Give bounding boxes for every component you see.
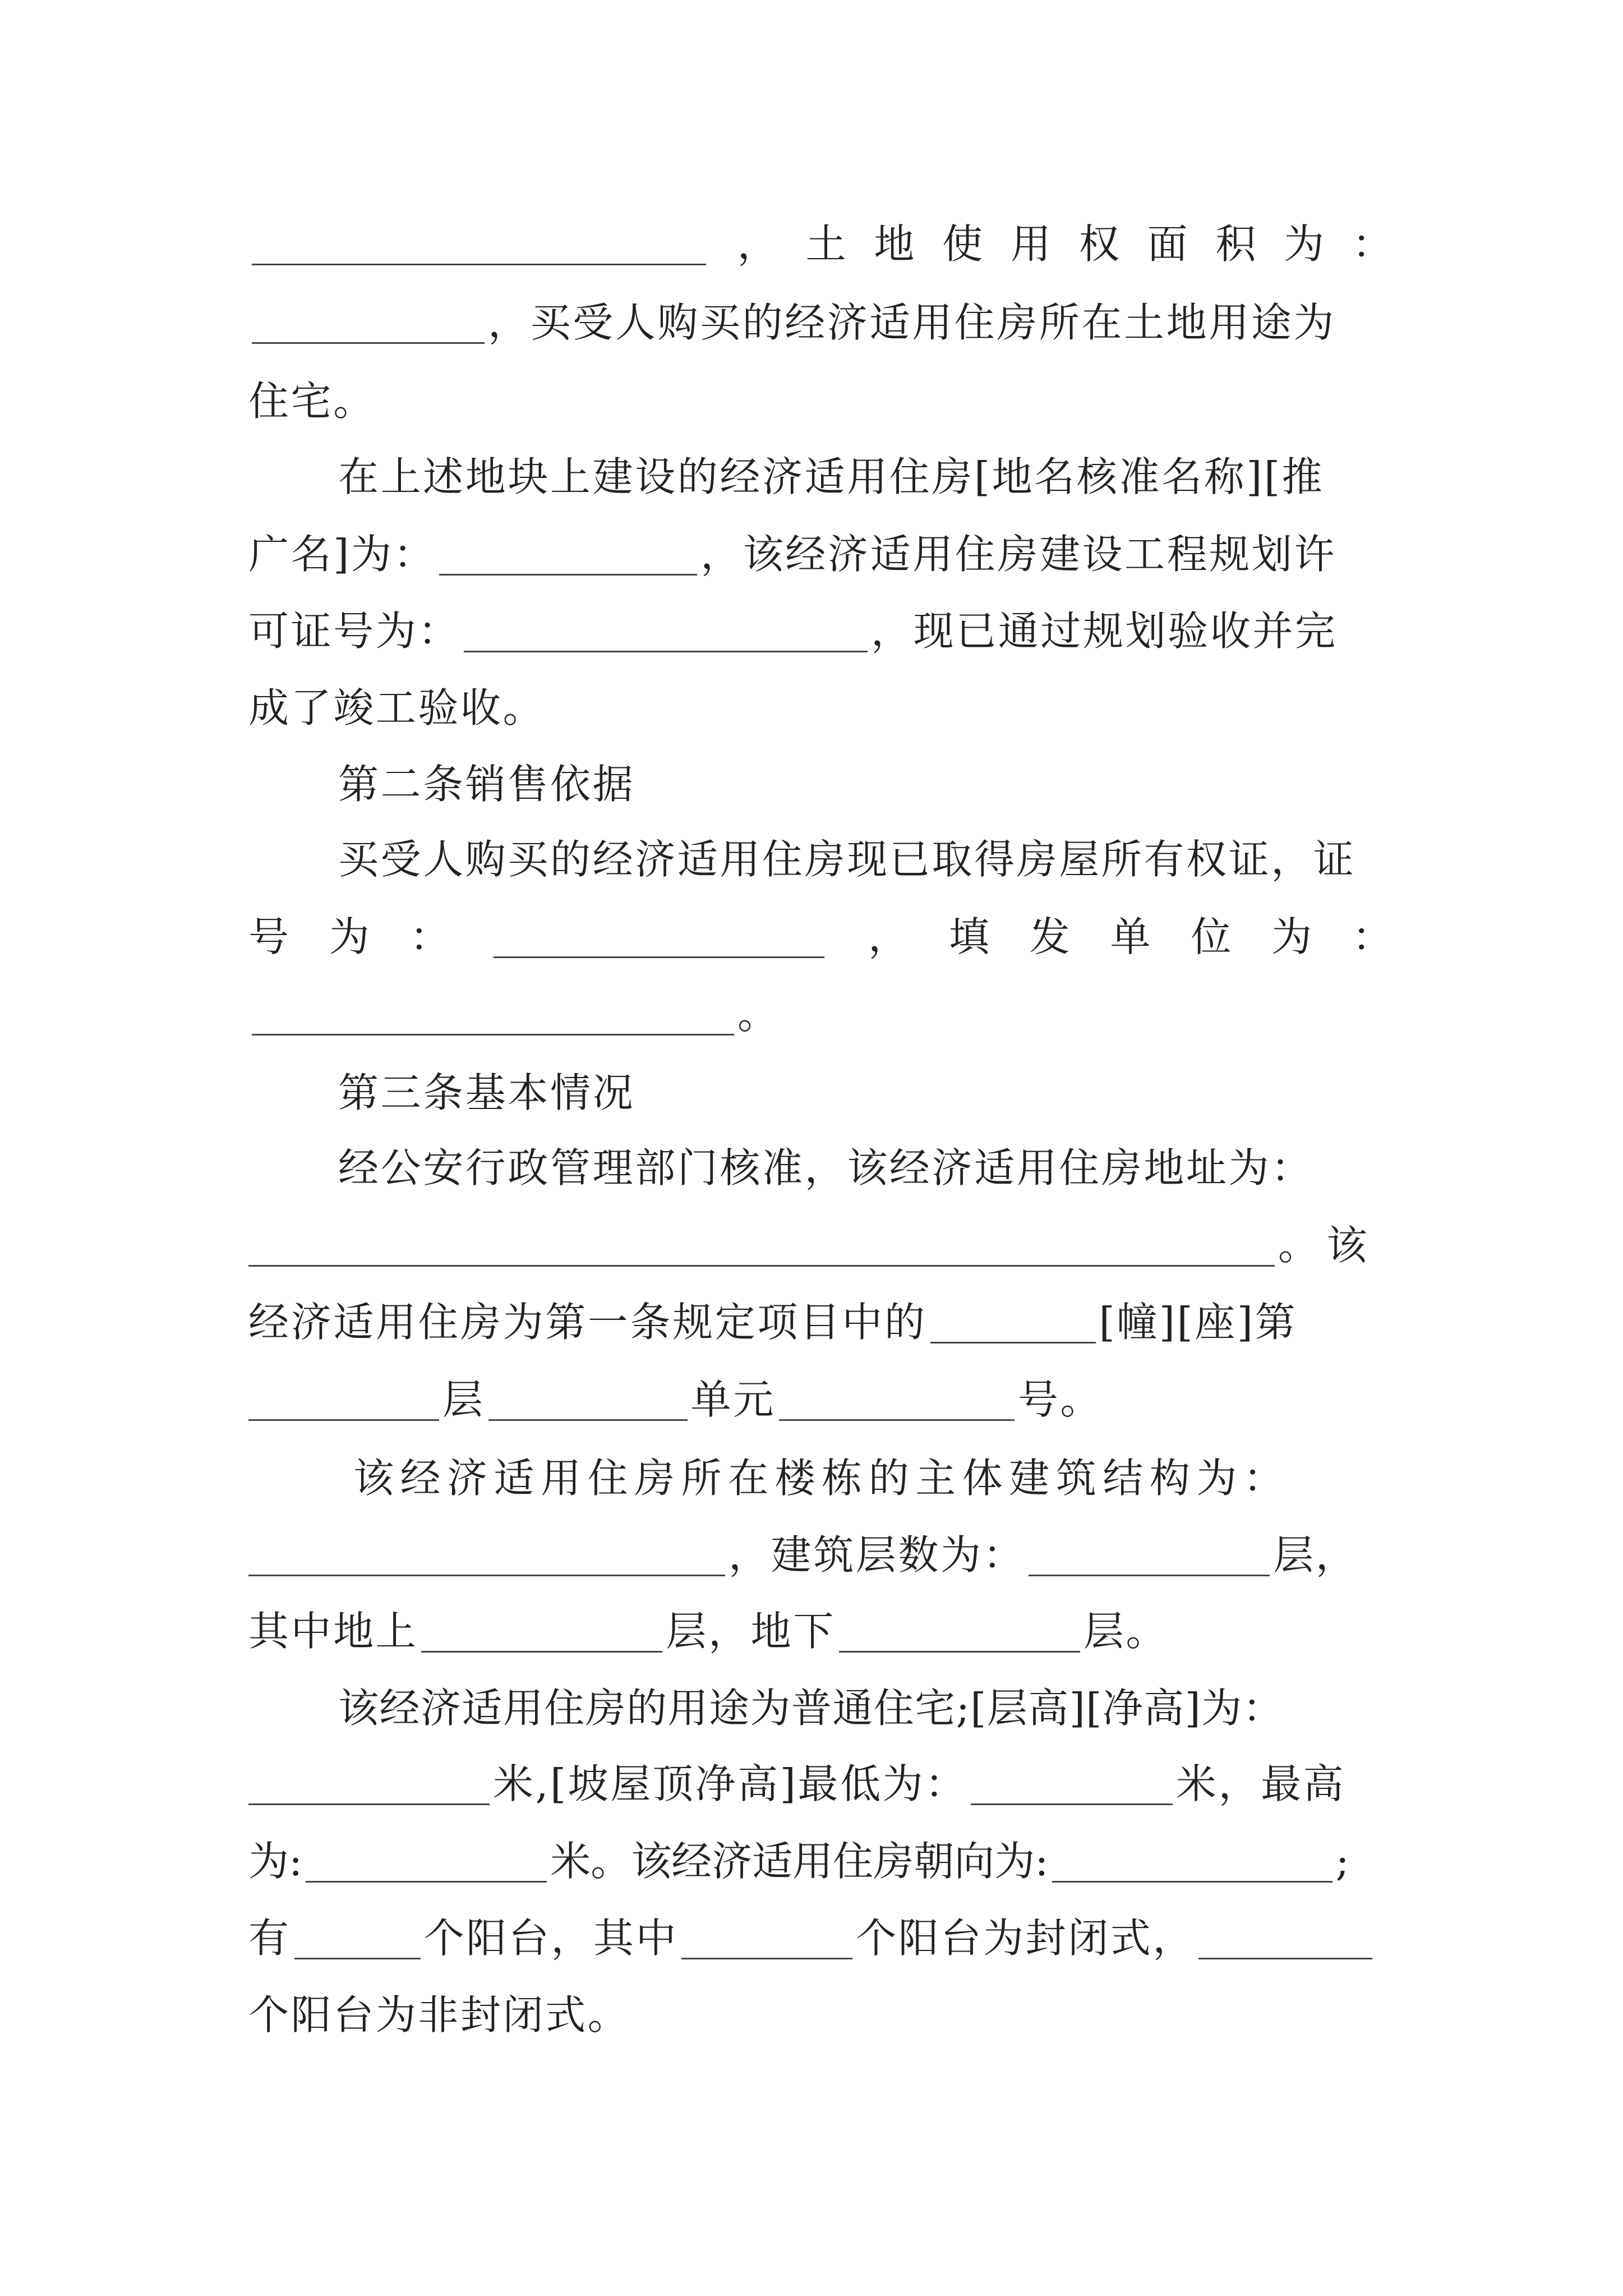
blank-field[interactable] xyxy=(930,1297,1096,1343)
blank-field[interactable] xyxy=(421,1606,662,1653)
paragraph-text: 个阳台为非封闭式。 xyxy=(248,1991,630,2039)
text-line xyxy=(248,669,1393,747)
blank-field[interactable] xyxy=(252,989,734,1036)
blank-field[interactable] xyxy=(252,219,706,265)
section-heading xyxy=(338,1053,1393,1132)
paragraph-text: [幢][座]第 xyxy=(1099,1299,1298,1346)
text-line xyxy=(248,1360,1393,1439)
text-line xyxy=(248,1745,1393,1823)
blank-field[interactable] xyxy=(252,297,485,344)
paragraph-text: ，现已通过规划验收并完 xyxy=(871,608,1338,655)
blank-field[interactable] xyxy=(1052,1836,1332,1883)
text-line xyxy=(248,1592,1393,1671)
blank-field[interactable] xyxy=(1029,1530,1270,1576)
text-char: ： xyxy=(409,913,450,960)
paragraph-text: 层， xyxy=(1273,1531,1358,1579)
land-use-line xyxy=(248,283,1393,362)
blank-field[interactable] xyxy=(248,1374,439,1421)
blank-field[interactable] xyxy=(971,1759,1173,1805)
paragraph-text: 层 xyxy=(442,1376,485,1423)
text-line xyxy=(248,515,1393,593)
text-char: 为 xyxy=(1284,220,1325,268)
paragraph-text: 买受人购买的经济适用住房现已取得房屋所有权证，证 xyxy=(338,836,1356,883)
text-char: ， xyxy=(868,913,909,960)
paragraph-text: 该经济适用住房所在楼栋的主体建筑结构为： xyxy=(353,1455,1290,1502)
paragraph-text: 有 xyxy=(248,1915,291,1962)
paragraph-text: 为: xyxy=(248,1838,303,1885)
paragraph-text: 成了竣工验收。 xyxy=(248,684,546,731)
paragraph-text: 。 xyxy=(737,991,780,1038)
paragraph-text: 号。 xyxy=(1017,1376,1103,1423)
paragraph-text: 经济适用住房为第一条规定项目中的 xyxy=(248,1299,927,1346)
blank-field[interactable] xyxy=(779,1374,1015,1421)
blank-field[interactable] xyxy=(248,1530,725,1576)
text-char: ： xyxy=(1352,220,1393,268)
text-line xyxy=(248,1283,1393,1361)
paragraph-text: 广名]为： xyxy=(248,531,436,578)
blank-field[interactable] xyxy=(488,1374,688,1421)
text-char: 面 xyxy=(1147,220,1188,268)
blank-field[interactable] xyxy=(294,1913,421,1959)
text-char: 用 xyxy=(1010,220,1051,268)
text-line xyxy=(248,975,1393,1053)
blank-field[interactable] xyxy=(248,1759,490,1805)
text-char: 填 xyxy=(948,913,989,960)
text-line xyxy=(353,1439,1393,1517)
text-char: 发 xyxy=(1029,913,1070,960)
text-line xyxy=(248,1516,1393,1594)
text-char: ： xyxy=(1352,913,1393,960)
section-heading xyxy=(338,745,1393,823)
paragraph-text: 。该 xyxy=(1278,1222,1375,1269)
blank-field[interactable] xyxy=(464,606,868,652)
text-line xyxy=(248,362,1393,440)
paragraph-text: 个阳台，其中 xyxy=(423,1915,679,1962)
land-area-line xyxy=(248,205,1393,283)
text-line xyxy=(338,1129,1393,1207)
text-line xyxy=(248,592,1393,670)
paragraph-text: 米,[坡屋顶净高]最低为： xyxy=(493,1760,967,1807)
blank-field[interactable] xyxy=(248,1220,1275,1267)
text-char: 为 xyxy=(329,913,370,960)
text-line xyxy=(248,1822,1393,1901)
paragraph-text: 该经济适用住房的用途为普通住宅;[层高][净高]为： xyxy=(338,1685,1284,1732)
paragraph-text: ，该经济适用住房建设工程规划许 xyxy=(700,531,1337,578)
paragraph-text: 单元 xyxy=(690,1376,776,1423)
text-char: ， xyxy=(737,220,778,268)
blank-field[interactable] xyxy=(1198,1913,1372,1959)
text-char: 权 xyxy=(1078,220,1119,268)
blank-field[interactable] xyxy=(681,1913,852,1959)
text-line xyxy=(248,898,1393,976)
paragraph-text: ，买受人购买的经济适用住房所在土地用途为 xyxy=(488,299,1336,346)
paragraph-text: 层，地下 xyxy=(666,1608,836,1655)
paragraph-text: ，建筑层数为： xyxy=(728,1531,1026,1579)
paragraph-text: 米，最高 xyxy=(1175,1760,1346,1807)
text-char: 为 xyxy=(1271,913,1312,960)
paragraph-text: 住宅。 xyxy=(248,378,376,425)
text-char: 单 xyxy=(1110,913,1151,960)
text-line xyxy=(248,1976,1393,2054)
blank-field[interactable] xyxy=(839,1606,1080,1653)
address-line xyxy=(248,1206,1393,1285)
paragraph-text: 可证号为： xyxy=(248,608,461,655)
paragraph-text: 层。 xyxy=(1083,1608,1169,1655)
text-char: 地 xyxy=(874,220,915,268)
text-line xyxy=(338,438,1393,516)
paragraph-text: 在上述地块上建设的经济适用住房[地名核准名称][推 xyxy=(338,453,1325,500)
blank-field[interactable] xyxy=(439,529,697,576)
blank-field[interactable] xyxy=(494,912,824,958)
paragraph-text: 其中地上 xyxy=(248,1608,418,1655)
paragraph-text: 经公安行政管理部门核准，该经济适用住房地址为： xyxy=(338,1144,1313,1191)
paragraph-text: ; xyxy=(1335,1838,1349,1885)
text-line xyxy=(338,1669,1393,1747)
paragraph-text: 米。该经济适用住房朝向为: xyxy=(550,1838,1049,1885)
text-char: 号 xyxy=(248,913,289,960)
text-char: 使 xyxy=(942,220,983,268)
text-line xyxy=(248,1899,1393,1977)
text-char: 土 xyxy=(805,220,846,268)
paragraph-text: 个阳台为封闭式， xyxy=(856,1915,1196,1962)
text-char: 积 xyxy=(1215,220,1256,268)
heading-text: 第二条销售依据 xyxy=(338,761,635,808)
heading-text: 第三条基本情况 xyxy=(338,1069,635,1116)
text-char: 位 xyxy=(1191,913,1232,960)
blank-field[interactable] xyxy=(306,1836,547,1883)
text-line xyxy=(338,820,1393,899)
